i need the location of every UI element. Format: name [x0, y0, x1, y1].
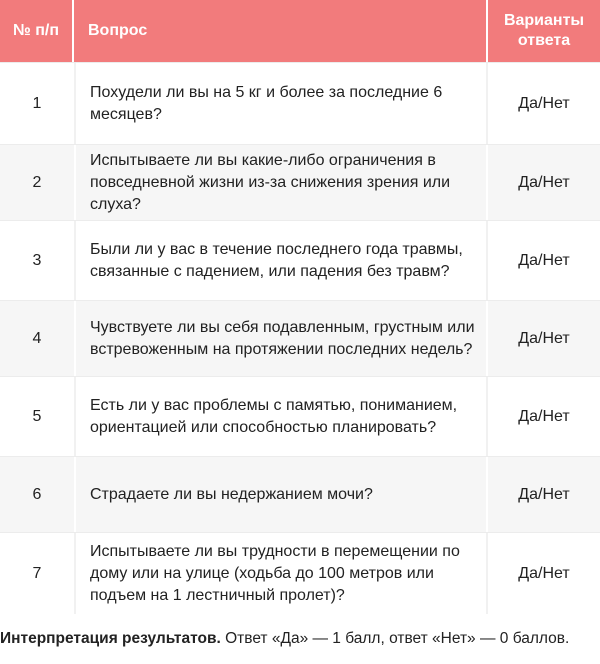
row-question: Страдаете ли вы недержанием мочи?	[74, 457, 488, 532]
row-num: 3	[32, 251, 42, 269]
row-answer: Да/Нет	[518, 564, 570, 582]
row-question: Были ли у вас в течение последнего года травмы, связанные с падением, или падения без травм?	[74, 221, 488, 300]
row-num: 4	[32, 329, 42, 347]
row-question: Испытываете ли вы трудности в перемещении по дому или на улице (ходьба до 100 метров или подъем на 1 лестничный пролет)?	[74, 533, 488, 614]
row-question: Есть ли у вас проблемы с памятью, пониманием, ориентацией или способностью планировать?	[74, 377, 488, 456]
row-question: Похудели ли вы на 5 кг и более за последние 6 месяцев?	[74, 63, 488, 144]
table-row	[0, 456, 600, 532]
row-answer: Да/Нет	[518, 485, 570, 503]
table-row	[0, 300, 600, 376]
table-row	[0, 62, 600, 144]
table-row	[0, 376, 600, 456]
row-question: Чувствуете ли вы себя подавленным, грустным или встревоженным на протяжении последних недель?	[74, 301, 488, 376]
note-text: Ответ «Да» — 1 балл, ответ «Нет» — 0 баллов.	[220, 630, 570, 647]
row-answer: Да/Нет	[518, 251, 570, 269]
row-question: Испытываете ли вы какие-либо ограничения в повседневной жизни из-за снижения зрения или слуха?	[74, 145, 488, 220]
note-label: Интерпретация результатов.	[0, 630, 221, 647]
header-answers: Варианты ответа	[488, 0, 600, 62]
table-row	[0, 220, 600, 300]
row-answer: Да/Нет	[518, 94, 570, 112]
header-question: Вопрос	[74, 0, 488, 62]
row-num: 5	[32, 407, 42, 425]
row-answer: Да/Нет	[518, 329, 570, 347]
row-num: 2	[32, 173, 42, 191]
row-num: 7	[32, 564, 42, 582]
row-num: 1	[32, 94, 42, 112]
table-header	[0, 0, 600, 62]
header-num: № п/п	[0, 0, 74, 62]
table-row	[0, 532, 600, 614]
row-answer: Да/Нет	[518, 173, 570, 191]
row-answer: Да/Нет	[518, 407, 570, 425]
results-interpretation	[0, 628, 600, 650]
table-row	[0, 144, 600, 220]
row-num: 6	[32, 485, 42, 503]
